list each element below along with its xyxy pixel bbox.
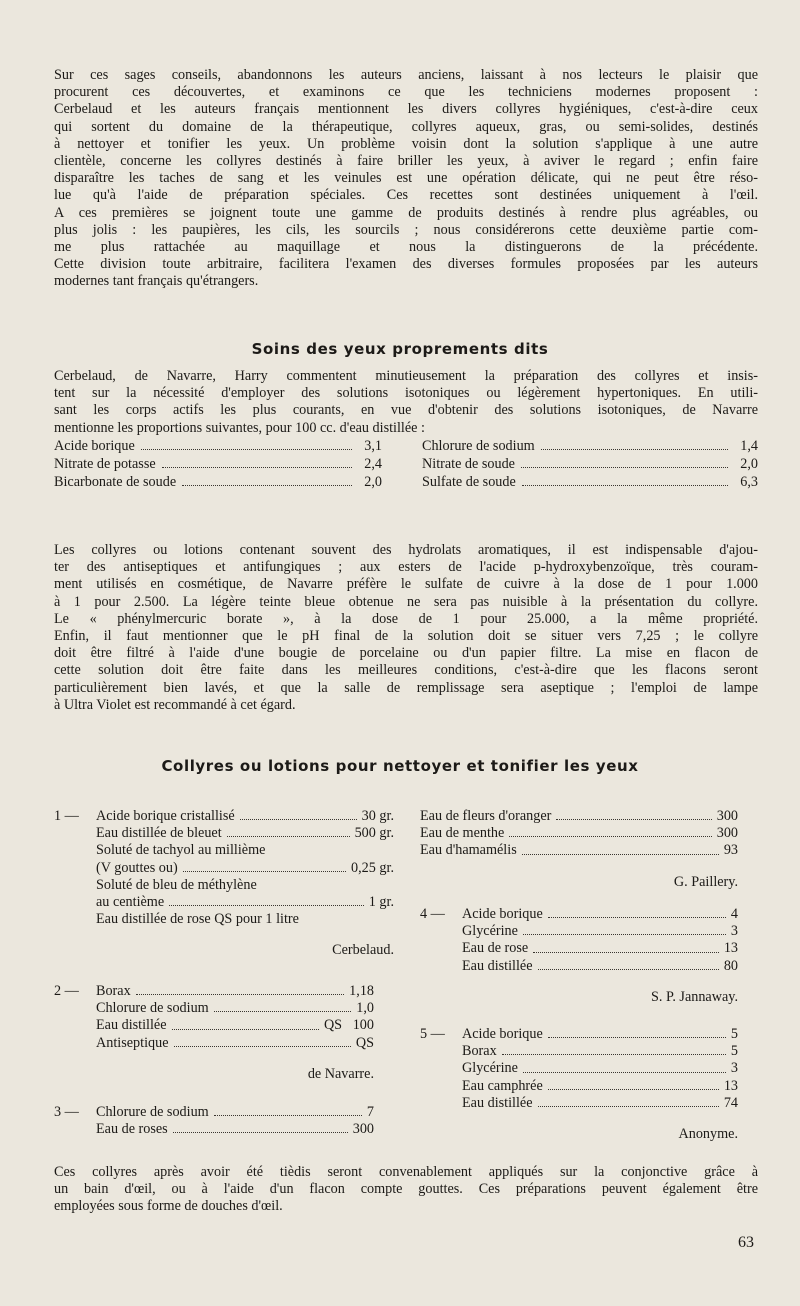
- recipe-number: 1 —: [54, 808, 79, 824]
- dot-leader: [173, 1121, 348, 1133]
- recipe-author: de Navarre.: [307, 1065, 374, 1082]
- ingredient-quantity: 300: [352, 1121, 374, 1138]
- recipe-line: [96, 877, 394, 894]
- ingredient-name: Bicarbonate de soude: [54, 474, 177, 490]
- recipe-line: [96, 1104, 374, 1121]
- recipe-author: G. Paillery.: [673, 873, 738, 890]
- text-line: Cerbelaud, de Navarre, Harry commentent minutieusement la préparation des collyres et insis-: [54, 368, 758, 384]
- ingredient-value: 1,4: [740, 438, 758, 454]
- dot-leader: [548, 1078, 719, 1090]
- dot-leader: [556, 808, 711, 820]
- dot-leader: [533, 940, 719, 952]
- ingredient-name: Soluté de tachyol au millième: [96, 842, 266, 859]
- text-line: Sur ces sages conseils, abandonnons les auteurs anciens, laissant à nos lecteurs le plaisir que: [54, 67, 758, 83]
- text-line: Cerbelaud et les auteurs français mentionnent les divers collyres hygiéniques, c'est-à-dire ceux: [54, 101, 758, 118]
- proportions-table: [54, 437, 758, 491]
- dot-leader: [523, 1060, 726, 1072]
- text-line: clientèle, concerne les collyres destinés à faire briller les yeux, à aviver le regard ; enfin faire: [54, 153, 758, 170]
- text-line: tent sur la nécessité d'employer des solutions isotoniques ou légèrement hypertoniques. En utili-: [54, 385, 758, 402]
- recipe-line: [96, 825, 394, 842]
- dot-leader: [214, 1104, 362, 1116]
- ingredient-quantity: 300: [716, 808, 738, 824]
- ingredient-name: Chlorure de sodium: [96, 1104, 209, 1120]
- recipe-line: [420, 842, 738, 859]
- antiseptic-paragraph: [54, 542, 758, 714]
- text-line: qui sortent du domaine de la thérapeutique, collyres aqueux, gras, ou semi-solides, destinés: [54, 118, 758, 135]
- section-heading-collyres: Collyres ou lotions pour nettoyer et tonifier les yeux: [161, 757, 639, 775]
- text-line: doit être filtré à l'aide d'une bougie de porcelaine ou d'un papier filtre. La mise en flacon de: [54, 645, 758, 662]
- text-line: Enfin, il faut mentionner que le pH final de la solution doit se situer vers 7,25 ; le collyre: [54, 628, 758, 645]
- recipe-line: [96, 1035, 374, 1052]
- dot-leader: [182, 473, 352, 486]
- ingredient-value: 2,4: [364, 456, 382, 472]
- ingredient-value: 2,0: [364, 474, 382, 490]
- dot-leader: [214, 1000, 352, 1012]
- dot-leader: [502, 1043, 726, 1055]
- ingredient-name: Eau distillée de rose QS pour 1 litre: [96, 911, 299, 928]
- ingredient-quantity: 1,18: [349, 983, 374, 999]
- recipe-line: [96, 894, 394, 911]
- ingredient-quantity: 1,0: [356, 1000, 374, 1017]
- text-line: procurent ces découvertes, et examinons ce que les techniciens modernes proposent :: [54, 84, 758, 101]
- text-line: Le « phénylmercuric borate », à la dose de 1 pour 25.000, a la même propriété.: [54, 610, 758, 627]
- recipe-line: [96, 911, 394, 928]
- ingredient-name: Acide borique: [462, 1026, 543, 1042]
- text-line: modernes tant français qu'étrangers.: [54, 273, 259, 290]
- text-line: mentionne les proportions suivantes, pour 100 cc. d'eau distillée :: [54, 419, 425, 436]
- text-line: sant les corps actifs les plus courants, en vue d'obtenir des solutions isotoniques, de Navarre: [54, 402, 758, 419]
- recipe-line: [96, 842, 394, 859]
- dot-leader: [538, 1095, 719, 1107]
- dot-leader: [174, 1035, 351, 1047]
- ingredient-quantity: 93: [723, 842, 738, 859]
- text-line: employées sous forme de douches d'œil.: [54, 1198, 283, 1215]
- ingredient-name: Eau de roses: [96, 1121, 168, 1138]
- dot-leader: [141, 437, 352, 450]
- ingredient-name: Antiseptique: [96, 1034, 169, 1051]
- page-number: 63: [738, 1234, 754, 1251]
- dot-leader: [523, 923, 726, 935]
- ingredient-quantity: 500 gr.: [354, 825, 394, 842]
- ingredient-quantity: QS: [355, 1034, 374, 1051]
- ingredient-value: 6,3: [740, 474, 758, 490]
- closing-paragraph: [54, 1164, 758, 1216]
- recipe-line: [462, 906, 738, 923]
- ingredient-name: Eau de rose: [462, 940, 529, 957]
- ingredient-name: Soluté de bleu de méthylène: [96, 876, 257, 893]
- dot-leader: [521, 455, 728, 468]
- recipe-author: Anonyme.: [678, 1126, 738, 1142]
- recipe-line: [462, 1043, 738, 1060]
- ingredient-name: Acide borique: [462, 906, 543, 922]
- proportion-row: [54, 437, 758, 455]
- recipe-line: [462, 1060, 738, 1077]
- ingredient-quantity: 80: [723, 957, 738, 974]
- text-line: me plus rattachée au maquillage et nous la distinguerons de la précédente.: [54, 239, 758, 256]
- recipe-line: [462, 958, 738, 975]
- ingredient-quantity: 5: [730, 1026, 738, 1042]
- recipe-line: [462, 923, 738, 940]
- ingredient-quantity: 13: [723, 1077, 738, 1094]
- dot-leader: [509, 825, 711, 837]
- recipe-line: [462, 1095, 738, 1112]
- dot-leader: [136, 983, 344, 995]
- dot-leader: [538, 958, 719, 970]
- ingredient-name: Sulfate de soude: [422, 474, 516, 490]
- ingredient-name: Eau distillée: [96, 1017, 167, 1034]
- intro-paragraph: [54, 67, 758, 291]
- proportion-row: [54, 473, 758, 491]
- recipe-3-continued: [420, 808, 738, 888]
- ingredient-name: Glycérine: [462, 923, 518, 940]
- dot-leader: [227, 825, 350, 837]
- text-line: un bain d'œil, ou à l'aide d'un flacon compte gouttes. Ces préparations peuvent également être: [54, 1181, 758, 1198]
- recipe-line: [420, 808, 738, 825]
- ingredient-quantity: QS 100: [323, 1017, 374, 1034]
- recipe-line: [462, 940, 738, 957]
- recipe-line: [462, 1026, 738, 1043]
- ingredient-name: Borax: [96, 983, 131, 999]
- ingredient-quantity: 0,25 gr.: [351, 859, 394, 876]
- recipe-line: [420, 825, 738, 842]
- recipe-author: S. P. Jannaway.: [651, 988, 738, 1005]
- dot-leader: [240, 808, 357, 820]
- ingredient-quantity: 1 gr.: [368, 894, 394, 911]
- proportion-row: [54, 455, 758, 473]
- recipe-line: [96, 1000, 374, 1017]
- recipe-author: Cerbelaud.: [332, 942, 394, 959]
- recipe-line: [96, 983, 374, 1000]
- ingredient-quantity: 7: [366, 1104, 374, 1120]
- recipe-number: 3 —: [54, 1104, 79, 1120]
- recipe-2: [54, 983, 374, 1083]
- ingredient-name: Nitrate de potasse: [54, 456, 156, 472]
- text-line: à 1 pour 2.500. La légère teinte bleue obtenue ne sera pas nuisible à la présentation du collyre.: [54, 593, 758, 610]
- ingredient-quantity: 300: [716, 825, 738, 842]
- text-line: à Ultra Violet est recommandé à cet égard.: [54, 696, 296, 713]
- ingredient-name: Eau d'hamamélis: [420, 842, 517, 859]
- text-line: plus jolis : les paupières, les cils, les sourcils ; nous considérerons cette deuxième partie com-: [54, 221, 758, 238]
- dot-leader: [172, 1017, 319, 1029]
- ingredient-name: Nitrate de soude: [422, 456, 515, 472]
- ingredient-value: 3,1: [364, 438, 382, 454]
- ingredient-quantity: 3: [730, 923, 738, 940]
- text-line: A ces premières se joignent toute une gamme de produits destinés à rendre plus agréables, ou: [54, 204, 758, 221]
- recipe-4: [420, 906, 738, 1006]
- text-line: ter des antiseptiques et antifungiques ; aux esters de l'acide p-hydroxybenzoïque, très couram-: [54, 559, 758, 576]
- dot-leader: [541, 437, 728, 450]
- text-line: particulièrement bien lavés, et que la salle de remplissage sera aseptique ; l'emploi de lampe: [54, 679, 758, 696]
- section-heading-soins: Soins des yeux proprements dits: [251, 340, 549, 358]
- ingredient-name: Chlorure de sodium: [422, 438, 535, 454]
- ingredient-name: Eau distillée: [462, 957, 533, 974]
- ingredient-name: (V gouttes ou): [96, 859, 178, 876]
- recipe-number: 4 —: [420, 906, 445, 922]
- ingredient-name: Eau de fleurs d'oranger: [420, 808, 552, 824]
- isotonic-paragraph: [54, 368, 758, 437]
- text-line: Ces collyres après avoir été tièdis seront convenablement appliqués sur la conjonctive grâce à: [54, 1164, 758, 1180]
- dot-leader: [548, 1026, 726, 1038]
- dot-leader: [183, 860, 346, 872]
- dot-leader: [522, 842, 719, 854]
- recipe-line: [96, 1121, 374, 1138]
- ingredient-name: Eau de menthe: [420, 825, 505, 842]
- ingredient-name: Chlorure de sodium: [96, 1000, 209, 1017]
- recipe-line: [96, 808, 394, 825]
- ingredient-quantity: 30 gr.: [361, 808, 394, 824]
- recipe-number: 2 —: [54, 983, 79, 999]
- ingredient-name: Eau distillée de bleuet: [96, 825, 222, 842]
- dot-leader: [162, 455, 352, 468]
- ingredient-value: 2,0: [740, 456, 758, 472]
- dot-leader: [548, 906, 726, 918]
- ingredient-name: au centième: [96, 894, 165, 911]
- ingredient-quantity: 3: [730, 1060, 738, 1077]
- recipe-5: [420, 1026, 738, 1141]
- text-line: lue qu'à l'aide de préparation spéciales. Ces recettes sont destinées uniquement à l'œil.: [54, 187, 758, 204]
- dot-leader: [169, 894, 364, 906]
- ingredient-quantity: 74: [723, 1094, 738, 1111]
- ingredient-name: Borax: [462, 1043, 497, 1060]
- dot-leader: [522, 473, 728, 486]
- text-line: à nettoyer et tonifier les yeux. Un problème voisin dont la solution s'applique à une autre: [54, 135, 758, 152]
- ingredient-quantity: 5: [730, 1043, 738, 1060]
- recipe-1: [54, 808, 394, 958]
- recipe-number: 5 —: [420, 1026, 445, 1042]
- ingredient-name: Acide borique cristallisé: [96, 808, 235, 824]
- ingredient-name: Eau distillée: [462, 1094, 533, 1111]
- text-line: disparaître les taches de sang et les veinules est une opération délicate, qui ne peut être réso-: [54, 170, 758, 187]
- ingredient-name: Acide borique: [54, 438, 135, 454]
- recipe-3: [54, 1104, 374, 1144]
- recipe-line: [96, 860, 394, 877]
- text-line: Cette division toute arbitraire, facilitera l'examen des diverses formules proposées par les auteurs: [54, 256, 758, 273]
- text-line: Les collyres ou lotions contenant souvent des hydrolats aromatiques, il est indispensable d'ajou-: [54, 542, 758, 558]
- recipe-line: [462, 1078, 738, 1095]
- ingredient-name: Eau camphrée: [462, 1077, 543, 1094]
- ingredient-name: Glycérine: [462, 1060, 518, 1077]
- recipe-line: [96, 1017, 374, 1034]
- ingredient-quantity: 13: [723, 940, 738, 957]
- text-line: cette solution doit être faite dans les meilleures conditions, c'est-à-dire que les flacons seront: [54, 662, 758, 679]
- text-line: ment utilisés en cosmétique, de Navarre préfère le sulfate de cuivre à la dose de 1 pour 1.000: [54, 576, 758, 593]
- ingredient-quantity: 4: [730, 906, 738, 922]
